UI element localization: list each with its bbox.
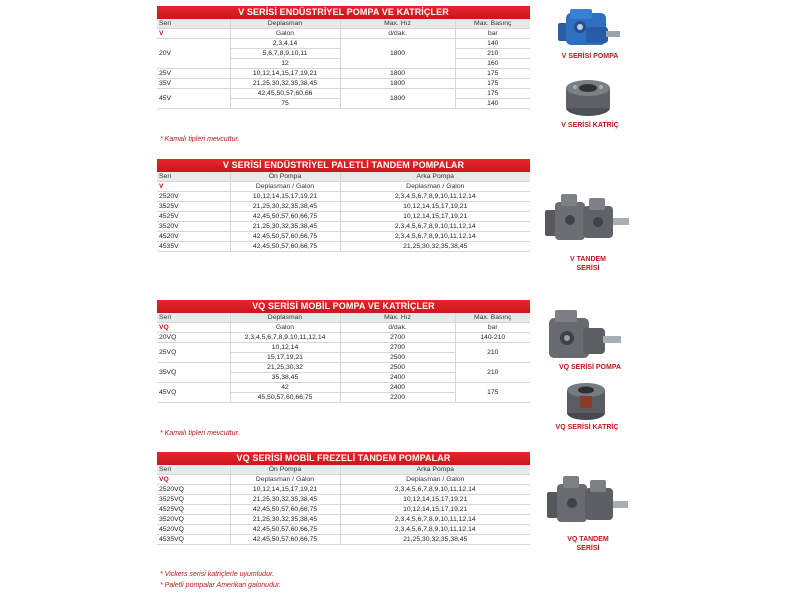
- footnote: * Vickers serisi katriçlerle uyumludur.: [160, 571, 274, 578]
- cell-deplasman: 10,12,14,15,17,19,21: [230, 69, 340, 79]
- unit-seri: VQ: [157, 475, 230, 485]
- section-title: VQ SERİSİ MOBİL FREZELİ TANDEM POMPALAR: [157, 452, 530, 465]
- table-header-row: [157, 19, 530, 29]
- table-row: [157, 333, 530, 343]
- cell-basinc: 175: [455, 383, 530, 403]
- vq-tandem-section: [157, 452, 530, 545]
- cell-arka: 10,12,14,15,17,19,21: [340, 212, 530, 222]
- table-header-row: [157, 172, 530, 182]
- cell-basinc: 140-210: [455, 333, 530, 343]
- cell-deplasman: 5,6,7,8,9,10,11: [230, 49, 340, 59]
- cell-on: 10,12,14,15,17,19,21: [230, 485, 340, 495]
- cell-hiz: 2700: [340, 343, 455, 353]
- unit-basinc: bar: [455, 29, 530, 39]
- table-unit-row: [157, 475, 530, 485]
- cell-on: 21,25,30,32,35,38,45: [230, 495, 340, 505]
- cell-seri: 4535VQ: [157, 535, 230, 545]
- caption-v-tandem-line2: SERİSİ: [576, 265, 600, 272]
- vq-pump-image: [545, 308, 625, 364]
- unit-hiz: d/dak.: [340, 323, 455, 333]
- v-tandem-image: [543, 190, 633, 250]
- cell-basinc: 140: [455, 39, 530, 49]
- table-row: [157, 525, 530, 535]
- vq-series-pump-section: [157, 300, 530, 403]
- col-header-seri: Seri: [157, 465, 230, 475]
- cell-seri: 4525V: [157, 212, 230, 222]
- col-header-on-pompa: Ön Pompa: [230, 172, 340, 182]
- caption-vq-cartridge: VQ SERİSİ KATRİÇ: [555, 424, 619, 431]
- table-row: [157, 192, 530, 202]
- unit-arka: Deplasman / Galon: [340, 182, 530, 192]
- unit-on: Deplasman / Galon: [230, 475, 340, 485]
- cell-seri: 35VQ: [157, 363, 230, 383]
- cell-seri: 2520VQ: [157, 485, 230, 495]
- cell-basinc: 140: [455, 99, 530, 109]
- col-header-deplasman: Deplasman: [230, 19, 340, 29]
- unit-deplasman: Galon: [230, 323, 340, 333]
- v-cartridge-image: [563, 78, 613, 118]
- cell-arka: 10,12,14,15,17,19,21: [340, 495, 530, 505]
- table-unit-row: [157, 29, 530, 39]
- cell-seri: 3520VQ: [157, 515, 230, 525]
- cell-hiz: 2500: [340, 363, 455, 373]
- cell-on: 42,45,50,57,60,66,75: [230, 212, 340, 222]
- cell-deplasman: 2,3,4,5,6,7,8,9,10,11,12,14: [230, 333, 340, 343]
- cell-on: 21,25,30,32,35,38,45: [230, 222, 340, 232]
- cell-seri: 20V: [157, 39, 230, 69]
- cell-on: 21,25,30,32,35,38,45: [230, 202, 340, 212]
- cell-seri: 45VQ: [157, 383, 230, 403]
- cell-seri: 2520V: [157, 192, 230, 202]
- caption-vq-tandem-line2: SERİSİ: [576, 545, 600, 552]
- footnote: * Kamalı tipleri mevcuttur.: [160, 136, 240, 143]
- unit-seri: VQ: [157, 323, 230, 333]
- cell-arka: 2,3,4,5,6,7,8,9,10,11,12,14: [340, 222, 530, 232]
- section-title: V SERİSİ ENDÜSTRİYEL PALETLİ TANDEM POMPALAR: [157, 159, 530, 172]
- cell-basinc: 175: [455, 89, 530, 99]
- cell-arka: 21,25,30,32,35,38,45: [340, 242, 530, 252]
- cell-hiz: 1800: [340, 89, 455, 109]
- cell-seri: 3525VQ: [157, 495, 230, 505]
- cell-deplasman: 10,12,14: [230, 343, 340, 353]
- cell-deplasman: 2,3,4,14: [230, 39, 340, 49]
- vq-cartridge-image: [564, 380, 608, 422]
- cell-seri: 25VQ: [157, 343, 230, 363]
- table-row: [157, 222, 530, 232]
- cell-basinc: 210: [455, 363, 530, 383]
- cell-deplasman: 45,50,57,60,66,75: [230, 393, 340, 403]
- unit-hiz: d/dak.: [340, 29, 455, 39]
- col-header-deplasman: Deplasman: [230, 313, 340, 323]
- table-unit-row: [157, 323, 530, 333]
- cell-on: 42,45,50,57,60,66,75: [230, 525, 340, 535]
- table-row: [157, 69, 530, 79]
- col-header-seri: Seri: [157, 172, 230, 182]
- table-header-row: [157, 313, 530, 323]
- cell-seri: 20VQ: [157, 333, 230, 343]
- unit-seri: V: [157, 182, 230, 192]
- cell-hiz: 2700: [340, 333, 455, 343]
- cell-on: 42,45,50,57,60,66,75: [230, 232, 340, 242]
- caption-vq-pump: VQ SERİSİ POMPA: [558, 364, 622, 371]
- cell-hiz: 1800: [340, 69, 455, 79]
- cell-hiz: 1800: [340, 79, 455, 89]
- table-row: [157, 535, 530, 545]
- cell-arka: 2,3,4,5,6,7,8,9,10,11,12,14: [340, 232, 530, 242]
- table-row: [157, 202, 530, 212]
- cell-seri: 4525VQ: [157, 505, 230, 515]
- caption-v-pump: V SERİSİ POMPA: [561, 53, 619, 60]
- cell-arka: 10,12,14,15,17,19,21: [340, 202, 530, 212]
- section-title: V SERİSİ ENDÜSTRİYEL POMPA VE KATRİÇLER: [157, 6, 530, 19]
- table-row: [157, 343, 530, 353]
- cell-arka: 21,25,30,32,35,38,45: [340, 535, 530, 545]
- v-pump-image: [556, 5, 622, 51]
- table-row: [157, 242, 530, 252]
- cell-deplasman: 42: [230, 383, 340, 393]
- unit-seri: V: [157, 29, 230, 39]
- cell-on: 42,45,50,57,60,66,75: [230, 505, 340, 515]
- cell-deplasman: 35,38,45: [230, 373, 340, 383]
- col-header-seri: Seri: [157, 19, 230, 29]
- cell-seri: 4520VQ: [157, 525, 230, 535]
- table-row: [157, 485, 530, 495]
- table-header-row: [157, 465, 530, 475]
- cell-seri: 4520V: [157, 232, 230, 242]
- vq-tandem-table: [157, 465, 530, 545]
- unit-basinc: bar: [455, 323, 530, 333]
- cell-deplasman: 21,25,30,32: [230, 363, 340, 373]
- cell-hiz: 2400: [340, 383, 455, 393]
- cell-basinc: 210: [455, 343, 530, 363]
- table-row: [157, 515, 530, 525]
- cell-hiz: 2500: [340, 353, 455, 363]
- cell-on: 42,45,50,57,60,66,75: [230, 242, 340, 252]
- cell-arka: 2,3,4,5,6,7,8,9,10,11,12,14: [340, 525, 530, 535]
- v-series-pump-table: [157, 19, 530, 109]
- vq-tandem-image: [545, 474, 631, 532]
- cell-on: 21,25,30,32,35,38,45: [230, 515, 340, 525]
- cell-seri: 3525V: [157, 202, 230, 212]
- cell-seri: 4535V: [157, 242, 230, 252]
- unit-arka: Deplasman / Galon: [340, 475, 530, 485]
- cell-deplasman: 75: [230, 99, 340, 109]
- table-row: [157, 39, 530, 49]
- table-row: [157, 505, 530, 515]
- cell-seri: 3520V: [157, 222, 230, 232]
- v-series-pump-section: [157, 6, 530, 109]
- cell-deplasman: 42,45,50,57,60,66: [230, 89, 340, 99]
- v-tandem-table: [157, 172, 530, 252]
- cell-deplasman: 21,25,30,32,35,38,45: [230, 79, 340, 89]
- cell-basinc: 175: [455, 69, 530, 79]
- cell-seri: 35V: [157, 79, 230, 89]
- cell-arka: 2,3,4,5,6,7,8,9,10,11,12,14: [340, 515, 530, 525]
- vq-series-pump-table: [157, 313, 530, 403]
- cell-arka: 10,12,14,15,17,19,21: [340, 505, 530, 515]
- caption-v-tandem-line1: V TANDEM: [569, 256, 607, 263]
- col-header-max-basinc: Max. Basınç: [455, 313, 530, 323]
- table-row: [157, 363, 530, 373]
- footnote: * Paletli pompalar Amerikan galonudur.: [160, 582, 281, 589]
- table-row: [157, 232, 530, 242]
- col-header-max-hiz: Max. Hız: [340, 19, 455, 29]
- cell-seri: 45V: [157, 89, 230, 109]
- col-header-max-basinc: Max. Basınç: [455, 19, 530, 29]
- caption-v-cartridge: V SERİSİ KATRİÇ: [561, 122, 619, 129]
- cell-arka: 2,3,4,5,6,7,8,9,10,11,12,14: [340, 485, 530, 495]
- col-header-max-hiz: Max. Hız: [340, 313, 455, 323]
- table-row: [157, 495, 530, 505]
- cell-basinc: 210: [455, 49, 530, 59]
- table-row: [157, 212, 530, 222]
- col-header-arka-pompa: Arka Pompa: [340, 172, 530, 182]
- unit-on: Deplasman / Galon: [230, 182, 340, 192]
- cell-hiz: 2400: [340, 373, 455, 383]
- cell-deplasman: 12: [230, 59, 340, 69]
- cell-deplasman: 15,17,19,21: [230, 353, 340, 363]
- cell-hiz: 1800: [340, 39, 455, 69]
- cell-on: 42,45,50,57,60,66,75: [230, 535, 340, 545]
- cell-hiz: 2200: [340, 393, 455, 403]
- col-header-arka-pompa: Arka Pompa: [340, 465, 530, 475]
- caption-vq-tandem-line1: VQ TANDEM: [567, 536, 609, 543]
- cell-basinc: 175: [455, 79, 530, 89]
- col-header-on-pompa: Ön Pompa: [230, 465, 340, 475]
- table-row: [157, 89, 530, 99]
- unit-deplasman: Galon: [230, 29, 340, 39]
- table-unit-row: [157, 182, 530, 192]
- col-header-seri: Seri: [157, 313, 230, 323]
- table-row: [157, 383, 530, 393]
- cell-on: 10,12,14,15,17,19,21: [230, 192, 340, 202]
- table-row: [157, 79, 530, 89]
- cell-arka: 2,3,4,5,6,7,8,9,10,11,12,14: [340, 192, 530, 202]
- cell-seri: 25V: [157, 69, 230, 79]
- section-title: VQ SERİSİ MOBİL POMPA VE KATRİÇLER: [157, 300, 530, 313]
- cell-basinc: 160: [455, 59, 530, 69]
- v-tandem-section: [157, 159, 530, 252]
- footnote: * Kamalı tipleri mevcuttur.: [160, 430, 240, 437]
